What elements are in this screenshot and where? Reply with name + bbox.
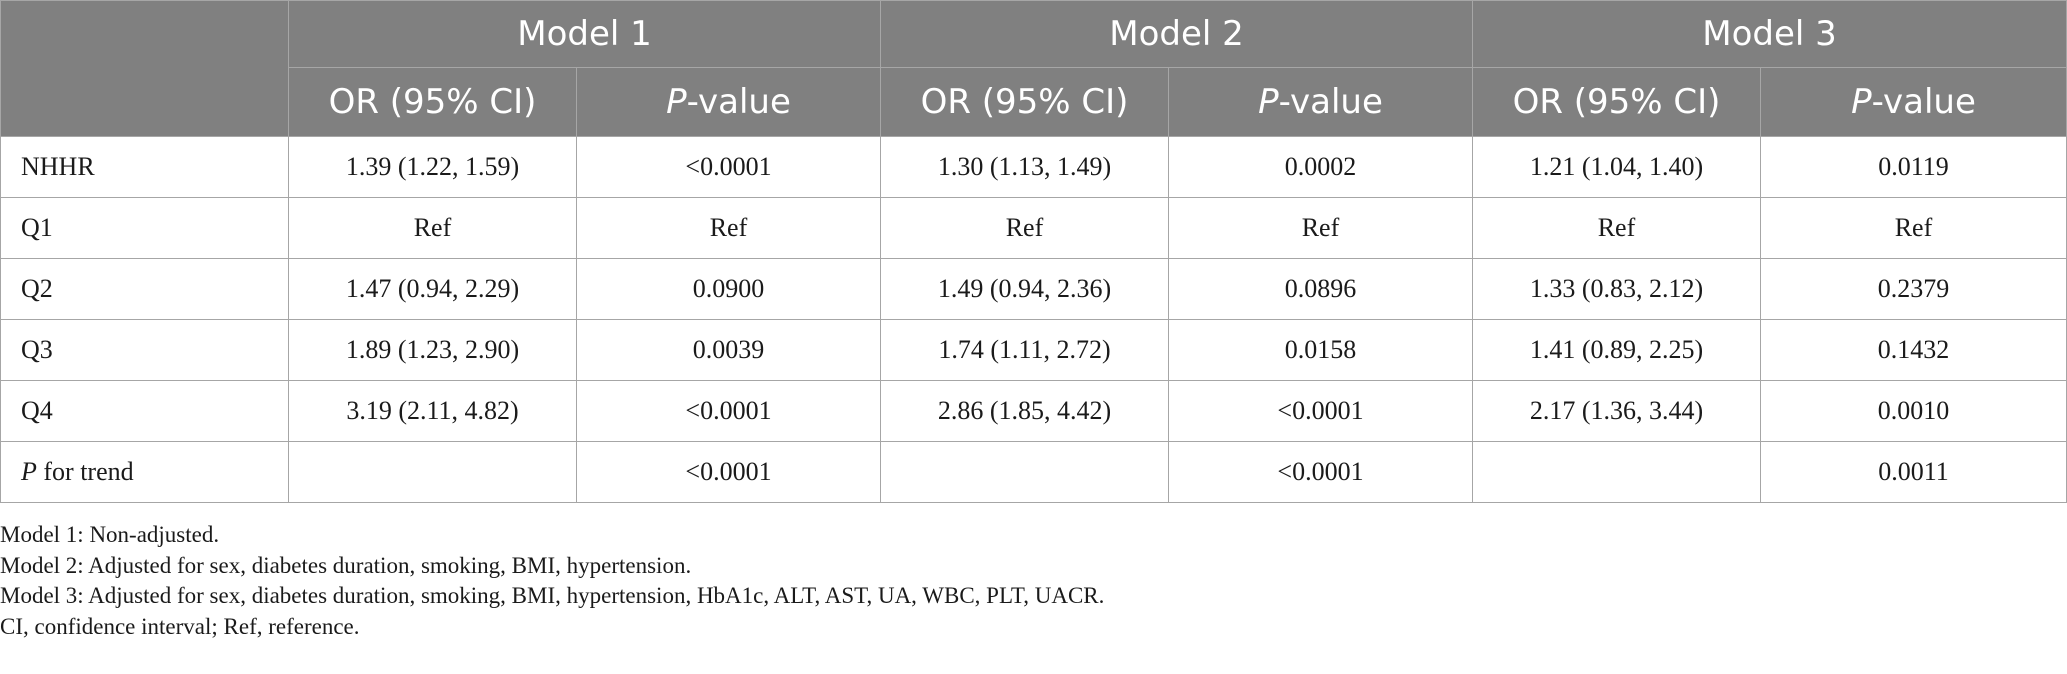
header-p-rest: -value <box>1871 82 1976 122</box>
footnote: CI, confidence interval; Ref, reference. <box>0 613 360 639</box>
table-cell: 1.89 (1.23, 2.90) <box>289 320 577 381</box>
table-cell: 0.0900 <box>577 259 881 320</box>
table-cell: Ref <box>577 198 881 259</box>
table-row <box>1 259 2067 320</box>
footnote: Model 2: Adjusted for sex, diabetes duration, smoking, BMI, hypertension. <box>0 552 692 578</box>
table-row <box>1 137 2067 198</box>
header-empty-cell <box>1 1 289 137</box>
table-cell: 2.17 (1.36, 3.44) <box>1473 381 1761 442</box>
table-cell <box>289 442 577 503</box>
row-label: Q3 <box>1 320 289 381</box>
table-row <box>1 381 2067 442</box>
row-label: NHHR <box>1 137 289 198</box>
header-p-value <box>577 68 881 137</box>
footnote: Model 1: Non-adjusted. <box>0 522 220 547</box>
table-cell: <0.0001 <box>1169 381 1473 442</box>
table-cell: 0.0010 <box>1761 381 2067 442</box>
table-cell: 0.0158 <box>1169 320 1473 381</box>
row-label: Q1 <box>1 198 289 259</box>
row-label <box>1 442 289 503</box>
table-cell: 1.41 (0.89, 2.25) <box>1473 320 1761 381</box>
header-p-italic: P <box>1258 82 1279 122</box>
table-row <box>1 320 2067 381</box>
table-cell: 1.21 (1.04, 1.40) <box>1473 137 1761 198</box>
table-row <box>1 198 2067 259</box>
table-cell: Ref <box>1169 198 1473 259</box>
header-model-1: Model 1 <box>289 1 881 68</box>
table-cell: 0.0011 <box>1761 442 2067 503</box>
table-cell: 1.74 (1.11, 2.72) <box>881 320 1169 381</box>
table-header <box>1 1 2067 137</box>
table-cell: Ref <box>881 198 1169 259</box>
table-cell: 1.49 (0.94, 2.36) <box>881 259 1169 320</box>
table-cell: Ref <box>1473 198 1761 259</box>
table-cell: Ref <box>289 198 577 259</box>
table-cell: <0.0001 <box>577 381 881 442</box>
header-p-italic: P <box>666 82 687 122</box>
table-cell: Ref <box>1761 198 2067 259</box>
header-p-rest: -value <box>686 82 791 122</box>
table-body <box>1 137 2067 503</box>
header-p-rest: -value <box>1278 82 1383 122</box>
trend-label-rest: for trend <box>36 457 134 486</box>
table-cell: 0.1432 <box>1761 320 2067 381</box>
table-footnotes <box>0 520 1104 642</box>
table-cell: 0.0002 <box>1169 137 1473 198</box>
table-cell: 1.30 (1.13, 1.49) <box>881 137 1169 198</box>
footnote: Model 3: Adjusted for sex, diabetes duration, smoking, BMI, hypertension, HbA1c, ALT, AST, UA, WBC, PLT, UACR. <box>0 583 1105 608</box>
header-or-ci: OR (95% CI) <box>881 68 1169 137</box>
header-model-3: Model 3 <box>1473 1 2067 68</box>
table-cell: <0.0001 <box>1169 442 1473 503</box>
table-row-trend <box>1 442 2067 503</box>
table-cell: <0.0001 <box>577 442 881 503</box>
table-cell: 3.19 (2.11, 4.82) <box>289 381 577 442</box>
table-cell: 0.2379 <box>1761 259 2067 320</box>
table-cell: 0.0896 <box>1169 259 1473 320</box>
table-cell: 1.39 (1.22, 1.59) <box>289 137 577 198</box>
table-cell <box>1473 442 1761 503</box>
header-p-italic: P <box>1851 82 1872 122</box>
table-cell: 1.33 (0.83, 2.12) <box>1473 259 1761 320</box>
table-cell: 1.47 (0.94, 2.29) <box>289 259 577 320</box>
table-cell <box>881 442 1169 503</box>
header-p-value <box>1761 68 2067 137</box>
header-p-value <box>1169 68 1473 137</box>
table-cell: 0.0039 <box>577 320 881 381</box>
table-cell: 2.86 (1.85, 4.42) <box>881 381 1169 442</box>
header-model-2: Model 2 <box>881 1 1473 68</box>
row-label: Q4 <box>1 381 289 442</box>
header-or-ci: OR (95% CI) <box>289 68 577 137</box>
table-cell: 0.0119 <box>1761 137 2067 198</box>
table-cell: <0.0001 <box>577 137 881 198</box>
header-or-ci: OR (95% CI) <box>1473 68 1761 137</box>
row-label: Q2 <box>1 259 289 320</box>
trend-label-italic: P <box>21 457 37 486</box>
